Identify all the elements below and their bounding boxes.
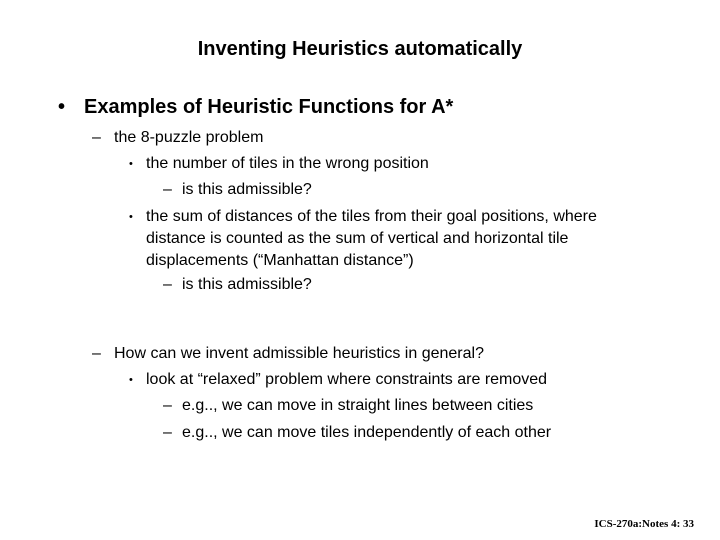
bullet-text: e.g.., we can move in straight lines between cities xyxy=(182,397,534,414)
bullet-text: How can we invent admissible heuristics in general? xyxy=(114,345,484,362)
dash-marker: – xyxy=(163,276,172,293)
bullet-text: Examples of Heuristic Functions for A* xyxy=(84,96,454,118)
bullet-8-puzzle xyxy=(92,127,264,149)
bullet-example-cities xyxy=(163,395,534,417)
bullet-text-line: the sum of distances of the tiles from their goal positions, where xyxy=(146,208,597,225)
bullet-text-line: distance is counted as the sum of vertical and horizontal tile xyxy=(146,230,569,247)
bullet-text-line: displacements (“Manhattan distance”) xyxy=(146,252,414,269)
bullet-examples xyxy=(58,94,454,120)
bullet-example-tiles xyxy=(163,422,552,444)
dash-marker: – xyxy=(163,397,172,414)
bullet-marker: • xyxy=(58,96,66,118)
bullet-text: is this admissible? xyxy=(182,181,312,198)
slide-footer: ICS-270a:Notes 4: 33 xyxy=(594,518,694,530)
slide-title: Inventing Heuristics automatically xyxy=(197,38,523,60)
bullet-text: look at “relaxed” problem where constraints are removed xyxy=(146,371,548,388)
bullet-relaxed-problem xyxy=(129,369,548,391)
dash-marker: – xyxy=(92,129,101,146)
bullet-invent-heuristics xyxy=(92,343,484,365)
dash-marker: – xyxy=(92,345,101,362)
bullet-text: e.g.., we can move tiles independently of each other xyxy=(182,424,552,441)
bullet-text: is this admissible? xyxy=(182,276,312,293)
dash-marker: – xyxy=(163,181,172,198)
dot-marker: • xyxy=(129,374,133,386)
bullet-admissible-question-2 xyxy=(163,274,312,296)
dot-marker: • xyxy=(129,211,133,223)
bullet-tiles-wrong-position xyxy=(129,153,429,175)
dash-marker: – xyxy=(163,424,172,441)
bullet-text: the number of tiles in the wrong position xyxy=(146,155,429,172)
dot-marker: • xyxy=(129,158,133,170)
bullet-admissible-question-1 xyxy=(163,179,312,201)
bullet-manhattan-distance xyxy=(129,206,597,272)
bullet-text: the 8-puzzle problem xyxy=(114,129,264,146)
